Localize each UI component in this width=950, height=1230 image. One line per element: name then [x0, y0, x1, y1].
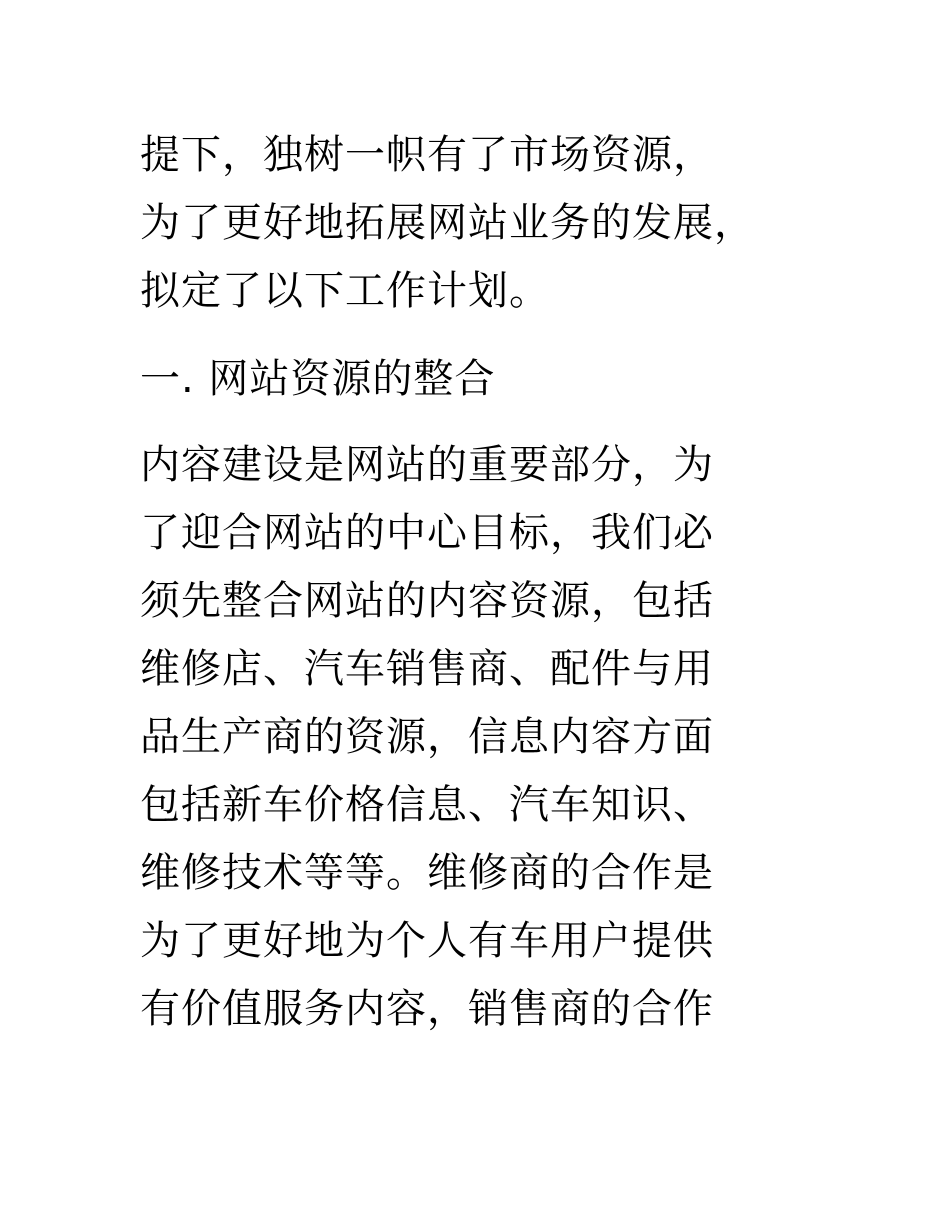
text-line: 提下，独树一帜有了市场资源，	[140, 132, 714, 178]
text-line: 包括新车价格信息、汽车知识、	[140, 782, 714, 828]
text-line: 为了更好地为个人有车用户提供	[140, 918, 714, 964]
text-line: 须先整合网站的内容资源，包括	[140, 578, 714, 624]
text-line: 拟定了以下工作计划。	[140, 268, 550, 314]
text-line: 维修技术等等。维修商的合作是	[140, 850, 714, 896]
section-heading: 一. 网站资源的整合	[140, 356, 496, 402]
text-line: 为了更好地拓展网站业务的发展，	[140, 200, 755, 246]
text-line: 有价值服务内容，销售商的合作	[140, 986, 714, 1032]
intro-paragraph	[140, 121, 755, 325]
text-line: 了迎合网站的中心目标，我们必	[140, 510, 714, 556]
body-paragraph	[140, 431, 714, 1043]
text-line: 维修店、汽车销售商、配件与用	[140, 646, 714, 692]
text-line: 内容建设是网站的重要部分，为	[140, 442, 714, 488]
text-line: 品生产商的资源，信息内容方面	[140, 714, 714, 760]
